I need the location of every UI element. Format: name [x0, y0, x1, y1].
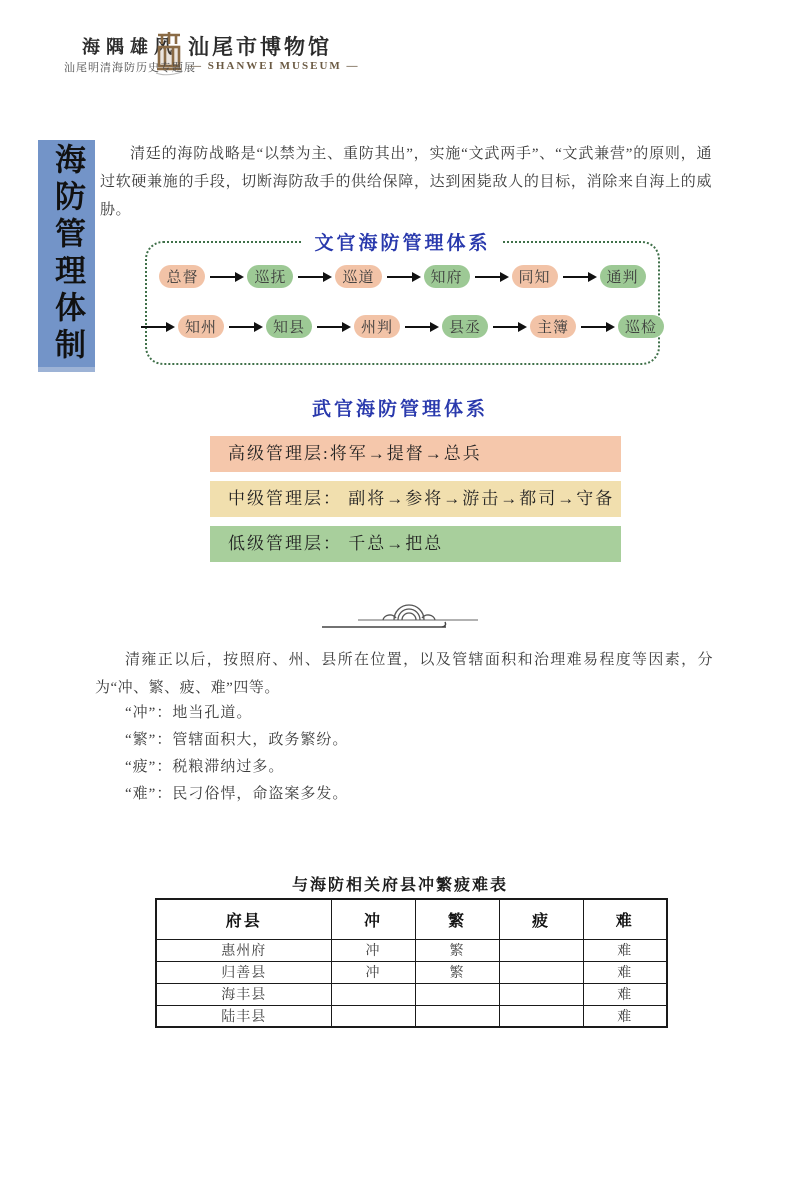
flow-node: 总督: [159, 265, 205, 288]
cell: 冲: [331, 939, 415, 961]
cell: 难: [583, 983, 667, 1005]
cell: [499, 961, 583, 983]
col-header-chong: 冲: [331, 899, 415, 939]
arrow-right-icon: [475, 276, 507, 278]
military-level-high: 高级管理层:将军→提督→总兵: [210, 436, 621, 472]
classification-paragraph: 清雍正以后，按照府、州、县所在位置，以及管辖面积和治理难易程度等因素，分为“冲、繁、疲、难”四等。: [95, 652, 713, 696]
cell: [499, 939, 583, 961]
cell: 难: [583, 1005, 667, 1027]
flow-node: 知县: [266, 315, 312, 338]
col-header-fan: 繁: [415, 899, 499, 939]
table-row: [156, 961, 667, 983]
definition-chong: “冲”：地当孔道。: [125, 705, 253, 721]
flow-node: 巡检: [618, 315, 664, 338]
section-banner-title: 海防管理体制: [49, 142, 85, 365]
flow-node: 通判: [600, 265, 646, 288]
civil-flow-box: [145, 233, 660, 365]
civil-flow-title: 文官海防管理体系: [302, 228, 502, 255]
cell: [415, 983, 499, 1005]
arrow-right-icon: [563, 276, 595, 278]
cell: 繁: [415, 939, 499, 961]
museum-name-english: — SHANWEI MUSEUM —: [190, 60, 360, 72]
table-row: [156, 939, 667, 961]
military-level-low: 低级管理层： 千总→把总: [210, 526, 621, 562]
cell: 陆丰县: [156, 1005, 331, 1027]
col-header-nan: 难: [583, 899, 667, 939]
cell: 难: [583, 939, 667, 961]
cell: [331, 983, 415, 1005]
flow-node: 同知: [512, 265, 558, 288]
museum-name: 汕尾市博物馆: [188, 35, 332, 59]
military-section-title: 武官海防管理体系: [311, 399, 488, 420]
arrow-right-icon: [581, 326, 613, 328]
arrow-right-icon: [405, 326, 437, 328]
cell: 海丰县: [156, 983, 331, 1005]
civil-flow-row-2: [147, 315, 658, 338]
cell: [499, 1005, 583, 1027]
cloud-divider-icon: [320, 598, 480, 636]
arrow-right-icon: [317, 326, 349, 328]
cell: [415, 1005, 499, 1027]
flow-node: 巡抚: [247, 265, 293, 288]
flow-node: 巡道: [335, 265, 381, 288]
cell: [499, 983, 583, 1005]
classification-definitions: [125, 700, 625, 808]
prefecture-classification-table: [155, 898, 668, 1028]
civil-flow-row-1: [147, 265, 658, 288]
exhibition-subtitle: 汕尾明清海防历史专题展: [64, 62, 196, 74]
arrow-right-icon: [298, 276, 330, 278]
table-row: [156, 1005, 667, 1027]
cell: [331, 1005, 415, 1027]
flow-node: 县丞: [442, 315, 488, 338]
cell: 繁: [415, 961, 499, 983]
definition-fan: “繁”：管辖面积大，政务繁纷。: [125, 732, 349, 748]
military-level-mid: 中级管理层： 副将→参将→游击→都司→守备: [210, 481, 621, 517]
col-header-pi: 疲: [499, 899, 583, 939]
intro-paragraph: 清廷的海防战略是“以禁为主、重防其出”，实施“文武两手”、“文武兼营”的原则，通过软硬兼施的手段，切断海防敌手的供给保障，达到困毙敌人的目标，消除来自海上的威胁。: [100, 146, 712, 218]
flow-node: 知州: [178, 315, 224, 338]
definition-pi: “疲”：税粮滞纳过多。: [125, 759, 285, 775]
flow-node: 知府: [424, 265, 470, 288]
table-row: [156, 983, 667, 1005]
arrow-right-icon: [141, 326, 173, 328]
arrow-right-icon: [229, 326, 261, 328]
arrow-right-icon: [493, 326, 525, 328]
definition-nan: “难”：民刁俗悍，命盗案多发。: [125, 786, 349, 802]
cell: 归善县: [156, 961, 331, 983]
exhibition-brand-title: 海隅雄风: [82, 37, 178, 57]
cell: 难: [583, 961, 667, 983]
table-title: 与海防相关府县冲繁疲难表: [291, 877, 508, 894]
flow-node: 主簿: [530, 315, 576, 338]
flow-node: 州判: [354, 315, 400, 338]
section-banner: [38, 140, 95, 372]
arrow-right-icon: [210, 276, 242, 278]
col-header-prefecture: 府县: [156, 899, 331, 939]
table-header-row: [156, 899, 667, 939]
arrow-right-icon: [387, 276, 419, 278]
cell: 冲: [331, 961, 415, 983]
cell: 惠州府: [156, 939, 331, 961]
